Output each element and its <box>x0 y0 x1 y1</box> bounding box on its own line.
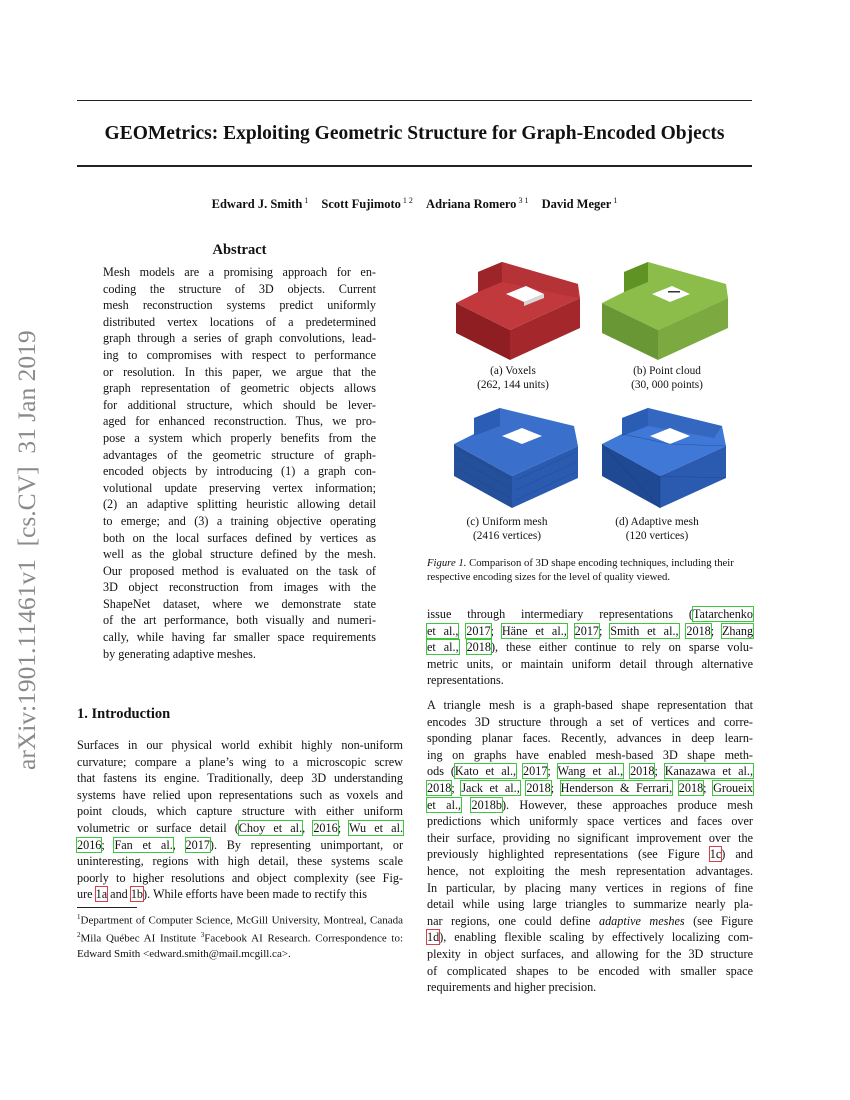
abstract-body <box>103 264 376 662</box>
figure-reference-link[interactable]: 1c <box>709 847 722 862</box>
citation-link[interactable]: Henderson & Ferrari, <box>560 780 673 795</box>
citation-link[interactable]: Kato et al., <box>454 764 517 779</box>
citation-link[interactable]: 2016 <box>313 820 338 835</box>
citation-link[interactable]: et al., <box>427 797 462 812</box>
text-line: et al., 2017; Häne et al., 2017; Smith et al., 2018; Zhang <box>427 623 754 638</box>
text-line: uninteresting, regions with high detail, these systems scale <box>77 854 403 869</box>
citation-link[interactable]: 2017 <box>185 837 210 852</box>
abstract-line: ShapeNet dataset, where we demonstrate state <box>103 596 376 611</box>
figure-adaptive-mesh-image <box>596 404 736 519</box>
text-line: volumetric or surface detail (Choy et al., 2016; Wu et al. <box>77 820 404 835</box>
abstract-line: of the art performance, both visually and numeri- <box>103 613 376 628</box>
abstract-line: by generating adaptive meshes. <box>103 646 256 661</box>
citation-link[interactable]: 2018 <box>630 764 655 779</box>
text-line: their surface, providing no significant improvement over the <box>427 830 753 845</box>
abstract-line: Our proposed method is evaluated on the task of <box>103 563 376 578</box>
abstract-line: volutional update preserving vertex information; <box>103 480 376 495</box>
arxiv-identifier-text: arXiv:1901.11461v1 [cs.CV] 31 Jan 2019 <box>12 330 41 770</box>
right-column-paragraph-2 <box>427 697 753 996</box>
figure-subcaption-d: (d) Adaptive mesh (120 vertices) <box>615 516 699 542</box>
text-line: detail while using large triangles to summarize nearly pla- <box>427 897 753 912</box>
abstract-heading: Abstract <box>212 242 267 258</box>
figure-1-caption: Figure 1. Comparison of 3D shape encoding techniques, including their respective encoding sizes for the level of quality viewed. <box>427 557 734 584</box>
text-line: 2016; Fan et al., 2017). By representing unimportant, or <box>77 837 404 852</box>
citation-link[interactable]: et al., <box>427 623 459 638</box>
abstract-line: encoded objects by introducing (1) a graph con- <box>103 464 376 479</box>
abstract-line: pose a system which properly benefits from the <box>103 430 376 445</box>
text-line: nar regions, one could define adaptive meshes (see Figure <box>427 913 753 928</box>
arxiv-identifier[interactable] <box>2 292 46 792</box>
citation-link[interactable]: 2017 <box>466 623 491 638</box>
abstract-line: ing to compromises with respect to performance <box>103 347 376 362</box>
affiliations-footnote: $^1$Department of Computer Science, McGill University, Montreal, Canada $^2$Mila Québec AI Institute $^3$Facebook AI Research. Correspondence to: Edward Smith <edward.smith@mail.mcgill.ca>. <box>77 913 404 960</box>
citation-link[interactable]: Jack et al., <box>461 780 520 795</box>
citation-link[interactable]: 2016 <box>77 837 102 852</box>
text-line: requirements and higher precision. <box>427 980 597 995</box>
citation-link[interactable]: Smith et al., <box>610 623 679 638</box>
citation-link[interactable]: Fan et al. <box>114 837 173 852</box>
abstract-line: to emerge; and (3) a training objective operating <box>103 513 376 528</box>
text-line: hence, not exploiting the mesh representation advantages. <box>427 863 753 878</box>
citation-link[interactable]: 2018 <box>427 780 452 795</box>
text-line: In particular, by placing many vertices in regions of fine <box>427 880 753 895</box>
citation-link[interactable]: 2017 <box>523 764 548 779</box>
abstract-line: mesh reconstruction systems predict uniformly <box>103 298 376 313</box>
abstract-line: or resolution. In this paper, we argue that the <box>103 364 376 379</box>
text-line: ods (Kato et al., 2017; Wang et al., 2018; Kanazawa et al., <box>427 764 754 779</box>
abstract-line: aged for enhanced reconstruction. Thus, we pro- <box>103 414 376 429</box>
figure-reference-link[interactable]: 1a <box>95 887 108 902</box>
author-name: Edward J. Smith $^1$ <box>211 196 309 212</box>
citation-link[interactable]: 2018 <box>678 780 704 795</box>
citation-link[interactable]: Groueix <box>713 780 754 795</box>
citation-link[interactable]: 2017 <box>574 623 599 638</box>
title-bottom-rule <box>77 165 752 167</box>
figure-subcaption-a: (a) Voxels (262, 144 units) <box>477 365 549 391</box>
citation-link[interactable]: Häne et al., <box>501 623 567 638</box>
text-line: curvature; compare a plane’s wing to a microscopic screw <box>77 754 403 769</box>
abstract-line: Mesh models are a promising approach for en- <box>103 265 376 279</box>
figure-voxels-image <box>448 258 588 368</box>
text-line: poorly to higher resolutions and object complexity (see Fig- <box>77 870 403 885</box>
abstract-line: advantages of the geometric structure of graph- <box>103 447 376 462</box>
citation-link[interactable]: 2018b <box>471 797 502 812</box>
text-line: metric units, or maintain uniform detail through alternative <box>427 656 753 671</box>
abstract-line: for additional structure, which should be lever- <box>103 397 376 412</box>
text-line: that fastens its engine. Traditionally, deep 3D understanding <box>77 771 403 786</box>
title-top-rule <box>77 100 752 101</box>
text-line: issue through intermediary representations (Tatarchenko <box>427 607 753 621</box>
text-line: representations. <box>427 673 504 688</box>
citation-link[interactable]: 2018 <box>526 780 551 795</box>
citation-link[interactable]: Wu et al. <box>349 820 404 835</box>
author-name: Adriana Romero $^{3 1}$ <box>426 196 529 212</box>
citation-link[interactable]: Kanazawa et al., <box>664 764 754 779</box>
text-line: 2018; Jack et al., 2018; Henderson & Ferrari, 2018; Groueix <box>427 780 754 795</box>
figure-point-cloud-image <box>596 258 736 368</box>
text-line: ure 1a and 1b). While efforts have been made to rectify this <box>77 887 367 902</box>
citation-link[interactable]: Zhang <box>721 623 754 638</box>
text-line: Surfaces in our physical world exhibit highly non-uniform <box>77 738 403 752</box>
author-list <box>77 196 752 212</box>
author-name: David Meger $^1$ <box>541 196 618 212</box>
citation-link[interactable]: Tatarchenko <box>692 607 753 621</box>
abstract-line: cally, while having far smaller space requirements <box>103 630 376 645</box>
citation-link[interactable]: et al., <box>427 640 459 655</box>
abstract-line: distributed vertex locations of a predetermined <box>103 314 376 329</box>
text-line: et al., 2018b). However, these approaches produce mesh <box>427 797 754 812</box>
text-line: encodes 3D structure through a set of vertices and corre- <box>427 714 753 729</box>
abstract-line: well as the global structure defined by the mesh. <box>103 547 376 562</box>
author-name: Scott Fujimoto $^{1 2}$ <box>321 196 413 212</box>
abstract-line: (2) an adaptive splitting heuristic allowing detail <box>103 497 376 512</box>
citation-link[interactable]: 2018 <box>466 640 491 655</box>
citation-link[interactable]: Wang et al., <box>557 764 624 779</box>
right-column-paragraph-1 <box>427 606 753 689</box>
intro-paragraph-1 <box>77 737 403 903</box>
text-line: point clouds, which capture structure with either uniform <box>77 804 403 819</box>
figure-reference-link[interactable]: 1b <box>130 887 144 902</box>
text-line: et al., 2018), these either continue to rely on sparse volu- <box>427 640 754 655</box>
figure-subcaption-c: (c) Uniform mesh (2416 vertices) <box>466 516 548 542</box>
abstract-line: coding the structure of 3D objects. Current <box>103 281 376 296</box>
text-line: previously highlighted representations (see Figure 1c) and <box>427 847 753 862</box>
text-line: ing on graphs have enabled mesh-based 3D shape meth- <box>427 747 753 762</box>
figure-uniform-mesh-image <box>448 404 588 519</box>
paper-title: GEOMetrics: Exploiting Geometric Structure for Graph-Encoded Objects <box>104 123 725 144</box>
abstract-line: graph through a series of graph convolutions, lead- <box>103 331 376 346</box>
text-line: A triangle mesh is a graph-based shape representation that <box>427 698 753 712</box>
citation-link[interactable]: Choy et al. <box>238 820 303 835</box>
text-line: of complicated shapes to be encoded with smaller space <box>427 963 753 978</box>
figure-subcaption-b: (b) Point cloud (30, 000 points) <box>631 365 703 391</box>
text-line: systems have relied upon representations such as voxels and <box>77 787 403 802</box>
text-line: plexity in object surfaces, and allowing for the 3D structure <box>427 946 753 961</box>
footnote-rule <box>77 907 137 908</box>
section-heading-introduction: 1. Introduction <box>77 706 171 722</box>
text-line: predictions which uniformly space vertices and faces over <box>427 814 753 829</box>
text-line: 1d), enabling flexible scaling by effectively localizing com- <box>427 930 753 945</box>
abstract-line: graph representation of geometric objects allows <box>103 381 376 396</box>
abstract-line: both on the local surfaces defined by vertices as <box>103 530 376 545</box>
abstract-line: 3D object reconstruction from images with the <box>103 580 376 595</box>
text-line: sponding planar faces. Recently, advances in deep learn- <box>427 731 753 746</box>
figure-reference-link[interactable]: 1d <box>427 930 440 945</box>
citation-link[interactable]: 2018 <box>686 623 711 638</box>
